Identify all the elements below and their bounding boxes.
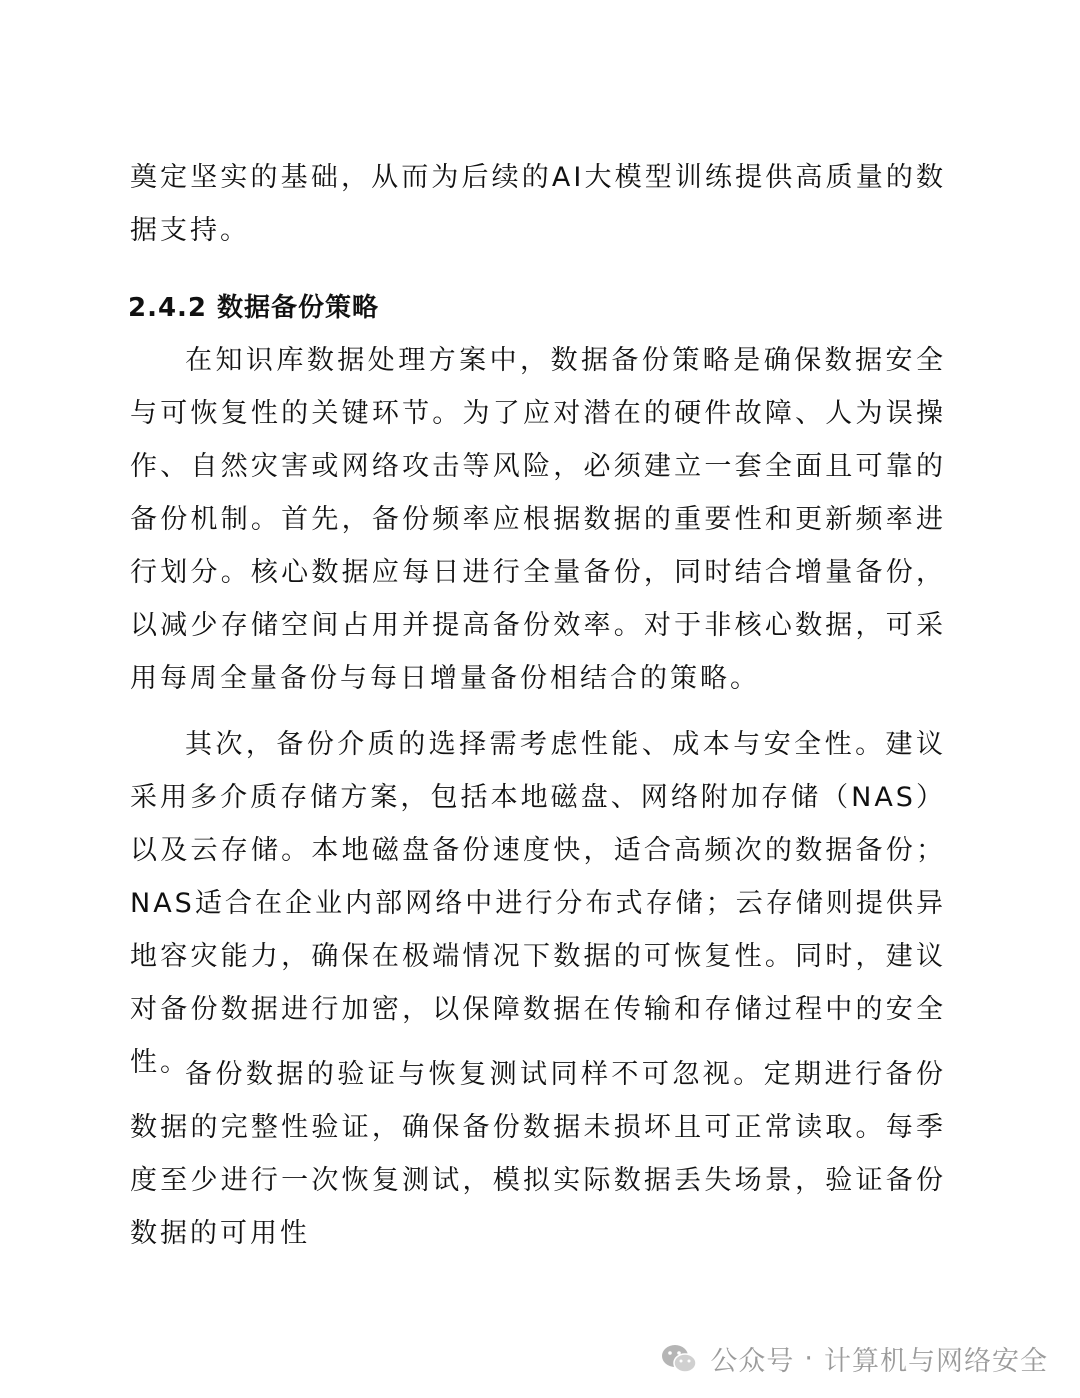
intro-paragraph: 奠定坚实的基础，从而为后续的AI大模型训练提供高质量的数据支持。 xyxy=(130,162,946,246)
watermark-account: 计算机与网络安全 xyxy=(824,1346,1048,1377)
section-heading xyxy=(128,284,379,332)
paragraph-backup-frequency: 在知识库数据处理方案中，数据备份策略是确保数据安全与可恢复性的关键环节。为了应对潜在的硬件故障、人为误操作、自然灾害或网络攻击等风险，必须建立一套全面且可靠的备份机制。首先，备份频率应根据数据的重要性和更新频率进行划分。核心数据应每日进行全量备份，同时结合增量备份，以减少存储空间占用并提高备份效率。对于非核心数据，可采用每周全量备份与每日增量备份相结合的策略。 xyxy=(130,345,946,694)
watermark-prefix: 公众号 xyxy=(710,1346,795,1377)
wechat-icon xyxy=(660,1343,698,1375)
section-number: 2.4.2 xyxy=(128,293,208,323)
wechat-watermark xyxy=(660,1339,1048,1378)
paragraph-backup-media: 其次，备份介质的选择需考虑性能、成本与安全性。建议采用多介质存储方案，包括本地磁盘、网络附加存储（NAS）以及云存储。本地磁盘备份速度快，适合高频次的数据备份；NAS适合在企业内部网络中进行分布式存储；云存储则提供异地容灾能力，确保在极端情况下数据的可恢复性。同时，建议对备份数据进行加密，以保障数据在传输和存储过程中的安全性。 xyxy=(130,729,946,1078)
paragraph-backup-verification: 备份数据的验证与恢复测试同样不可忽视。定期进行备份数据的完整性验证，确保备份数据未损坏且可正常读取。每季度至少进行一次恢复测试，模拟实际数据丢失场景，验证备份数据的可用性 xyxy=(130,1059,946,1249)
watermark-separator: · xyxy=(804,1343,814,1374)
section-title: 数据备份策略 xyxy=(217,293,380,323)
